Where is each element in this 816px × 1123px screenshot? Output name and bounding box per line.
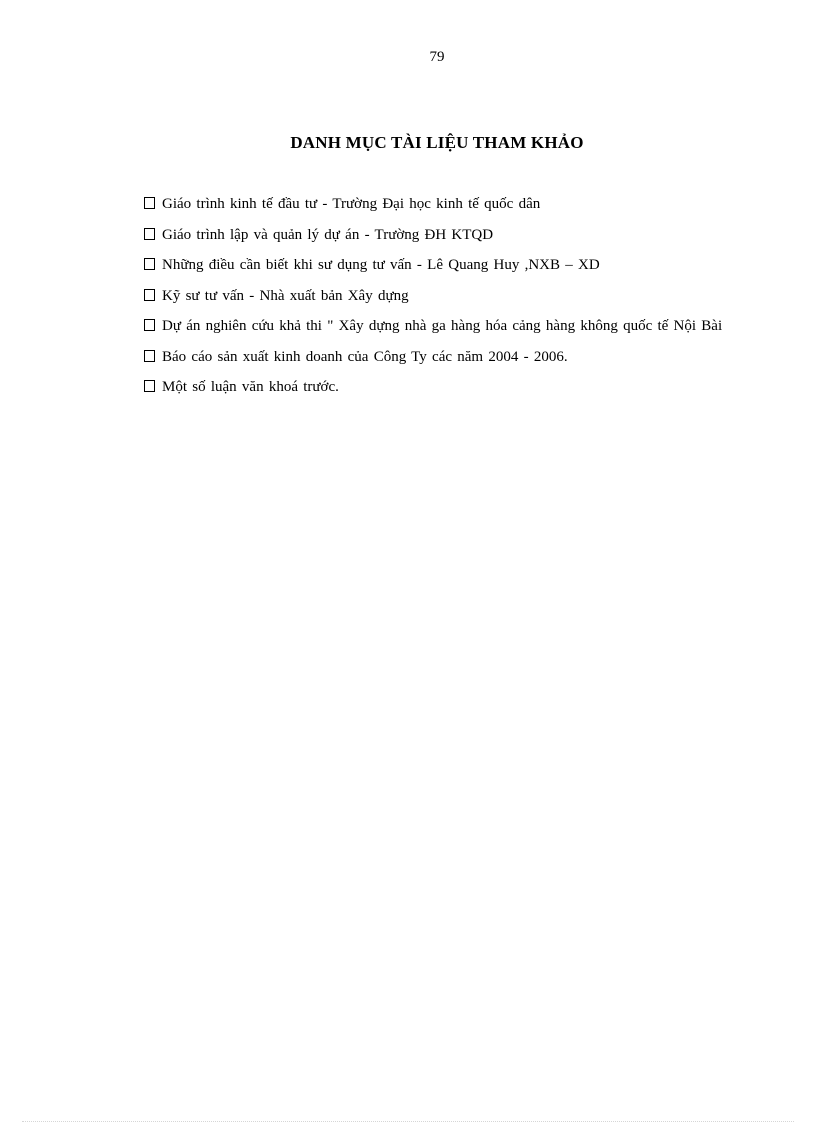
reference-item — [144, 255, 784, 286]
reference-text: Báo cáo sản xuất kinh doanh của Công Ty các năm 2004 - 2006. — [162, 348, 568, 365]
reference-text: Một số luận văn khoá trước. — [162, 379, 339, 395]
empty-square-icon — [144, 289, 155, 301]
reference-list — [144, 194, 784, 408]
reference-item — [144, 286, 784, 317]
reference-item — [144, 347, 784, 378]
reference-text: Dự án nghiên cứu khả thi " Xây dựng nhà ga hàng hóa cảng hàng không quốc tế Nội Bài — [162, 318, 723, 334]
reference-text: Giáo trình kinh tế đầu tư - Trường Đại học kinh tế quốc dân — [162, 196, 541, 212]
reference-text: Những điều cần biết khi sư dụng tư vấn - Lê Quang Huy ,NXB – XD — [162, 257, 600, 273]
page-title: DANH MỤC TÀI LIỆU THAM KHẢO — [290, 133, 584, 152]
empty-square-icon — [144, 380, 155, 392]
reference-item — [144, 316, 784, 347]
reference-item — [144, 225, 784, 256]
reference-item — [144, 194, 784, 225]
page-bottom-divider — [22, 1121, 794, 1122]
empty-square-icon — [144, 319, 155, 331]
empty-square-icon — [144, 228, 155, 240]
empty-square-icon — [144, 350, 155, 362]
empty-square-icon — [144, 258, 155, 270]
empty-square-icon — [144, 197, 155, 209]
reference-item — [144, 377, 784, 408]
reference-text: Kỹ sư tư vấn - Nhà xuất bản Xây dựng — [162, 287, 409, 304]
reference-text: Giáo trình lập và quản lý dự án - Trường ĐH KTQD — [162, 226, 494, 243]
page-number: 79 — [429, 49, 445, 65]
